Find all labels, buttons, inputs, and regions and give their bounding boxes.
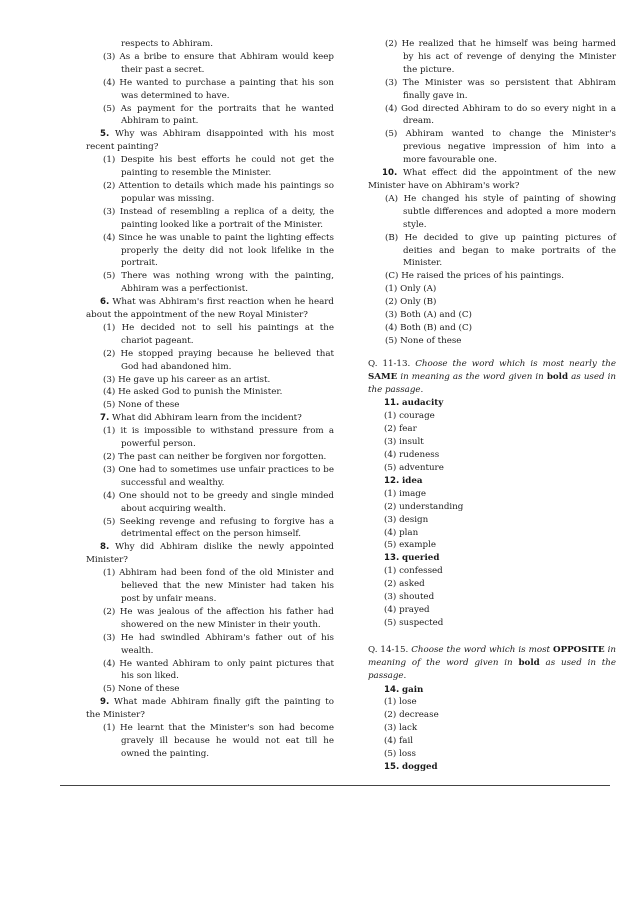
question-text: 7. What did Abhiram learn from the incident? [100,413,302,424]
option: (5) Abhiram wanted to change the Minister's previous negative impression of him into a more favourable one. [385,129,616,166]
option: (3) He had swindled Abhiram's father out of his wealth. [103,632,334,656]
option: (2) asked [384,579,425,590]
option: (4) God directed Abhiram to do so every night in a dream. [385,103,616,127]
option: (3) insult [384,437,424,448]
option: (3) As a bribe to ensure that Abhiram would keep their past a secret. [103,51,334,75]
question-7 [86,412,334,541]
option: (1) Only (A) [385,284,437,295]
option: (1) image [384,488,426,499]
question-8 [86,541,334,696]
footer-divider [60,785,610,786]
word-question: 15. dogged [384,761,438,772]
question-10 [368,167,616,348]
word-question-12 [368,475,616,552]
word-question-14 [368,684,616,761]
option: (5) There was nothing wrong with the painting, Abhiram was a perfectionist. [103,271,335,295]
word-question: 12. idea [384,475,423,486]
option: (2) Attention to details which made his paintings so popular was missing. [103,180,334,204]
option: (3) Both (A) and (C) [385,310,472,321]
right-column [368,38,616,774]
statement: (B) He decided to give up painting pictures of deities and began to make portraits of the Minister. [385,232,616,269]
option: (4) One should not to be greedy and single minded about acquiring wealth. [103,490,334,514]
option: (3) shouted [384,592,435,603]
option: (5) example [384,540,437,551]
option: (2) The past can neither be forgiven nor forgotten. [103,452,327,462]
question-text: 9. What made Abhiram finally gift the painting to the Minister? [86,697,334,721]
option: (4) Both (B) and (C) [385,322,472,333]
word-question-11 [368,397,616,474]
option: (1) Despite his best efforts he could not get the painting to resemble the Minister. [103,155,334,179]
option: (5) adventure [384,463,444,473]
question-text: 10. What effect did the appointment of the new Minister have on Abhiram's work? [368,168,616,191]
option: (5) As payment for the portraits that he wanted Abhiram to paint. [103,103,334,127]
question-6 [86,296,334,412]
option: (5) None of these [385,335,462,346]
option: (5) suspected [384,617,444,628]
option: (3) lack [384,723,418,734]
option: (1) confessed [384,566,443,577]
option: (5) None of these [103,400,180,411]
option: (1) courage [384,411,435,422]
question-9 [86,696,334,761]
option: (4) He asked God to punish the Minister. [103,387,283,398]
option: (1) Abhiram had been fond of the old Minister and believed that the new Minister had taken his post by unfair means. [103,568,334,604]
option: (1) He learnt that the Minister's son had become gravely ill because he would not eat till he owned the painting. [103,723,334,759]
question-text: 8. Why did Abhiram dislike the newly appointed Minister? [86,542,334,566]
word-question-13 [368,552,616,629]
option: (3) Instead of resembling a replica of a deity, the painting looked like a portrait of the Minister. [103,206,334,230]
option: (1) He decided not to sell his paintings at the chariot pageant. [103,322,335,346]
section-instruction-opposite: Q. 14-15. Choose the word which is most OPPOSITE in meaning of the word given in bold as used in the passage. [368,644,617,681]
word-question-15 [368,761,616,774]
option: (3) The Minister was so persistent that Abhiram finally gave in. [385,77,617,101]
statement: (C) He raised the prices of his paintings. [385,271,564,282]
option: (4) plan [384,527,419,538]
option: (2) fear [384,424,417,435]
fragment-option-text: respects to Abhiram. [121,39,214,49]
option: (2) Only (B) [385,297,437,308]
option: (5) None of these [103,684,180,695]
question-text: 6. What was Abhiram's first reaction when he heard about the appointment of the new Royal Minister? [86,297,334,321]
fragment-options [86,51,334,128]
option: (4) He wanted Abhiram to only paint pictures that his son liked. [103,658,335,682]
option: (4) He wanted to purchase a painting that his son was determined to have. [103,77,334,101]
question-text: 5. Why was Abhiram disappointed with his most recent painting? [86,129,334,153]
question-5 [86,128,334,296]
option: (5) loss [384,749,416,760]
statement: (A) He changed his style of painting of showing subtle differences and adopted a more modern style. [385,193,617,230]
left-column [86,38,334,761]
option: (2) decrease [384,710,439,721]
word-question: 11. audacity [384,398,444,409]
option: (2) understanding [384,501,464,512]
option: (3) He gave up his career as an artist. [103,374,271,385]
option: (2) He realized that he himself was being harmed by his act of revenge of denying the Minister the picture. [385,39,616,75]
option: (2) He was jealous of the affection his father had showered on the new Minister in their youth. [103,606,334,630]
option: (4) fail [384,736,414,747]
section-instruction-same: Q. 11-13. Choose the word which is most nearly the SAME in meaning as the word given in bold as used in the passage. [368,358,617,395]
option: (2) He stopped praying because he believed that God had abandoned him. [103,348,334,372]
word-question: 13. queried [384,553,440,564]
option: (4) rudeness [384,450,440,461]
word-question: 14. gain [384,684,424,695]
option: (4) Since he was unable to paint the lighting effects properly the deity did not look lifelike in the portrait. [103,232,334,269]
option: (1) it is impossible to withstand pressure from a powerful person. [103,426,334,450]
option: (4) prayed [384,604,430,615]
continued-options [368,38,616,167]
option: (3) design [384,514,429,525]
option: (5) Seeking revenge and refusing to forgive has a detrimental effect on the person himself. [103,516,335,540]
option: (1) lose [384,697,417,708]
option: (3) One had to sometimes use unfair practices to be successful and wealthy. [103,464,334,488]
